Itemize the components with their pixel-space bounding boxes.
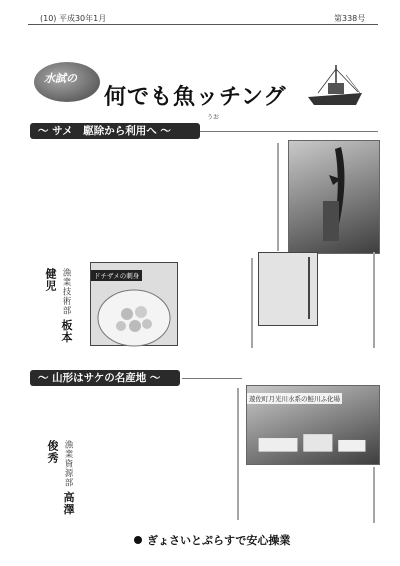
article2-body-left bbox=[78, 388, 242, 522]
article2-heading-rule bbox=[182, 378, 242, 379]
article1-callout-box bbox=[258, 252, 318, 326]
sashimi-caption: ドチザメの刺身 bbox=[91, 270, 142, 281]
shark-icon bbox=[289, 141, 379, 253]
article2-author-affiliation: 漁業資源部 bbox=[63, 440, 73, 488]
sashimi-photo bbox=[90, 262, 178, 346]
article1-body-right bbox=[320, 252, 378, 350]
article1-body-top bbox=[32, 143, 282, 253]
fishing-boat-icon bbox=[306, 63, 364, 111]
banner-badge: 水試の bbox=[44, 72, 77, 85]
article2-author-name: 高澤 俊秀 bbox=[46, 440, 75, 528]
footer-slogan bbox=[134, 532, 290, 548]
hatchery-caption: 遊佐町月光川水系の鮭川ふ化場 bbox=[249, 395, 340, 403]
article2-heading: ～ 山形はサケの名産地 ～ bbox=[30, 370, 180, 386]
article2-author bbox=[44, 440, 76, 528]
shark-photo bbox=[288, 140, 380, 254]
header-rule bbox=[28, 24, 378, 25]
article1-author-name: 板本 健児 bbox=[44, 268, 73, 356]
sashimi-plate-icon bbox=[91, 282, 177, 352]
hatchery-photo bbox=[246, 385, 380, 465]
article2-body-right bbox=[246, 467, 378, 525]
title-ruby: うお bbox=[207, 114, 220, 121]
issue-number: 第338号 bbox=[334, 14, 366, 23]
article1-author-affiliation: 漁業技術部 bbox=[61, 268, 71, 316]
hatchery-buildings-icon bbox=[247, 405, 379, 473]
series-title: 何でも魚ッチング bbox=[104, 85, 287, 110]
page-number: (10) 平成30年1月 bbox=[40, 14, 107, 23]
article1-body-mid bbox=[180, 258, 256, 350]
bullet-icon bbox=[134, 536, 142, 544]
article1-author bbox=[42, 268, 74, 356]
article1-heading: ～ サメ 駆除から利用へ ～ bbox=[30, 123, 200, 139]
article1-heading-rule bbox=[200, 131, 378, 132]
footer-text: ぎょさいとぷらすで安心操業 bbox=[147, 534, 291, 547]
